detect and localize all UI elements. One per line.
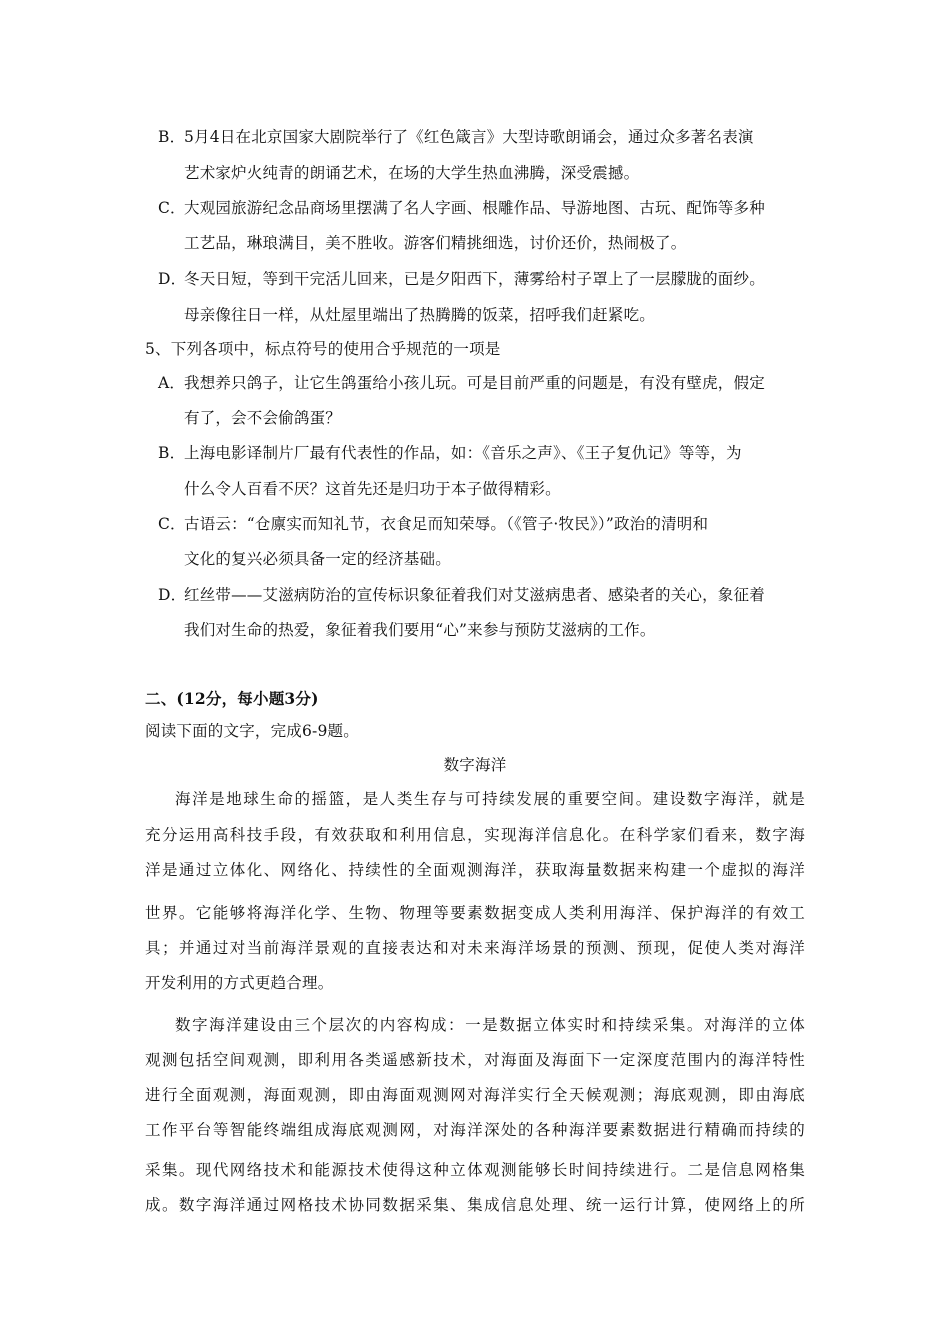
passage-p2-line: 采集。现代网络技术和能源技术使得这种立体观测能够长时间持续进行。二是信息网格集 [145, 1161, 805, 1179]
q5-option-d-letter: D． [158, 586, 187, 604]
passage-p1-line: 世界。它能够将海洋化学、生物、物理等要素数据变成人类利用海洋、保护海洋的有效工 [145, 904, 805, 922]
passage-p1-line: 海洋是地球生命的摇篮，是人类生存与可持续发展的重要空间。建设数字海洋，就是 [175, 790, 805, 808]
q4-option-d-letter: D． [158, 270, 187, 288]
q4-option-b-line1: 5月4日在北京国家大剧院举行了《红色箴言》大型诗歌朗诵会，通过众多著名表演 [184, 128, 754, 146]
q4-option-c-line2: 工艺品，琳琅满目，美不胜收。游客们精挑细选，讨价还价，热闹极了。 [184, 234, 687, 252]
q4-option-c-line1: 大观园旅游纪念品商场里摆满了名人字画、根雕作品、导游地图、古玩、配饰等多种 [184, 199, 765, 217]
q4-option-d-line2: 母亲像往日一样，从灶屋里端出了热腾腾的饭菜，招呼我们赶紧吃。 [184, 306, 656, 324]
q5-option-c-line1: 古语云：“仓廪实而知礼节，衣食足而知荣辱。（《管子·牧民》）”政治的清明和 [184, 515, 709, 533]
passage-p1-line: 具；并通过对当前海洋景观的直接表达和对未来海洋场景的预测、预现，促使人类对海洋 [145, 939, 805, 957]
q5-option-a-letter: A． [158, 374, 186, 392]
q4-option-d-line1: 冬天日短，等到干完活儿回来，已是夕阳西下，薄雾给村子罩上了一层朦胧的面纱。 [184, 270, 765, 288]
q5-option-b-line1: 上海电影译制片厂最有代表性的作品，如：《音乐之声》、《王子复仇记》等等，为 [184, 444, 742, 462]
q4-option-c-letter: C． [158, 199, 186, 217]
q5-option-c-letter: C． [158, 515, 186, 533]
section2-heading: 二、(12分，每小题3分) [145, 689, 319, 708]
q4-option-b-line2: 艺术家炉火纯青的朗诵艺术，在场的大学生热血沸腾，深受震撼。 [184, 164, 640, 182]
passage-p1-line: 洋是通过立体化、网络化、持续性的全面观测海洋，获取海量数据来构建一个虚拟的海洋 [145, 861, 805, 879]
q5-option-d-line2: 我们对生命的热爱，象征着我们要用“心”来参与预防艾滋病的工作。 [184, 621, 656, 639]
passage-p2-line: 观测包括空间观测，即利用各类遥感新技术，对海面及海面下一定深度范围内的海洋特性 [145, 1051, 805, 1069]
q5-option-d-line1: 红丝带——艾滋病防治的宣传标识象征着我们对艾滋病患者、感染者的关心，象征着 [184, 586, 765, 604]
q5-option-a-line1: 我想养只鸽子，让它生鸽蛋给小孩儿玩。可是目前严重的问题是，有没有壁虎，假定 [184, 374, 765, 392]
q5-stem: 5、下列各项中，标点符号的使用合乎规范的一项是 [145, 340, 501, 358]
passage-p2-line: 工作平台等智能终端组成海底观测网，对海洋深处的各种海洋要素数据进行精确而持续的 [145, 1121, 805, 1139]
q5-option-c-line2: 文化的复兴必须具备一定的经济基础。 [184, 550, 451, 568]
passage-p2-line: 成。数字海洋通过网格技术协同数据采集、集成信息处理、统一运行计算，使网络上的所 [145, 1196, 805, 1214]
q5-option-b-letter: B． [158, 444, 186, 462]
q5-option-b-line2: 什么令人百看不厌？这首先还是归功于本子做得精彩。 [184, 480, 561, 498]
q5-option-a-line2: 有了，会不会偷鸽蛋？ [184, 409, 342, 427]
passage-p2-line: 数字海洋建设由三个层次的内容构成：一是数据立体实时和持续采集。对海洋的立体 [175, 1016, 805, 1034]
passage-p1-line: 充分运用高科技手段，有效获取和利用信息，实现海洋信息化。在科学家们看来，数字海 [145, 826, 805, 844]
section2-instruction: 阅读下面的文字，完成6-9题。 [145, 722, 359, 740]
passage-title: 数字海洋 [443, 756, 507, 774]
passage-p2-line: 进行全面观测，海面观测，即由海面观测网对海洋实行全天候观测；海底观测，即由海底 [145, 1086, 805, 1104]
q4-option-b-letter: B． [158, 128, 186, 146]
passage-p1-line: 开发利用的方式更趋合理。 [145, 974, 334, 992]
